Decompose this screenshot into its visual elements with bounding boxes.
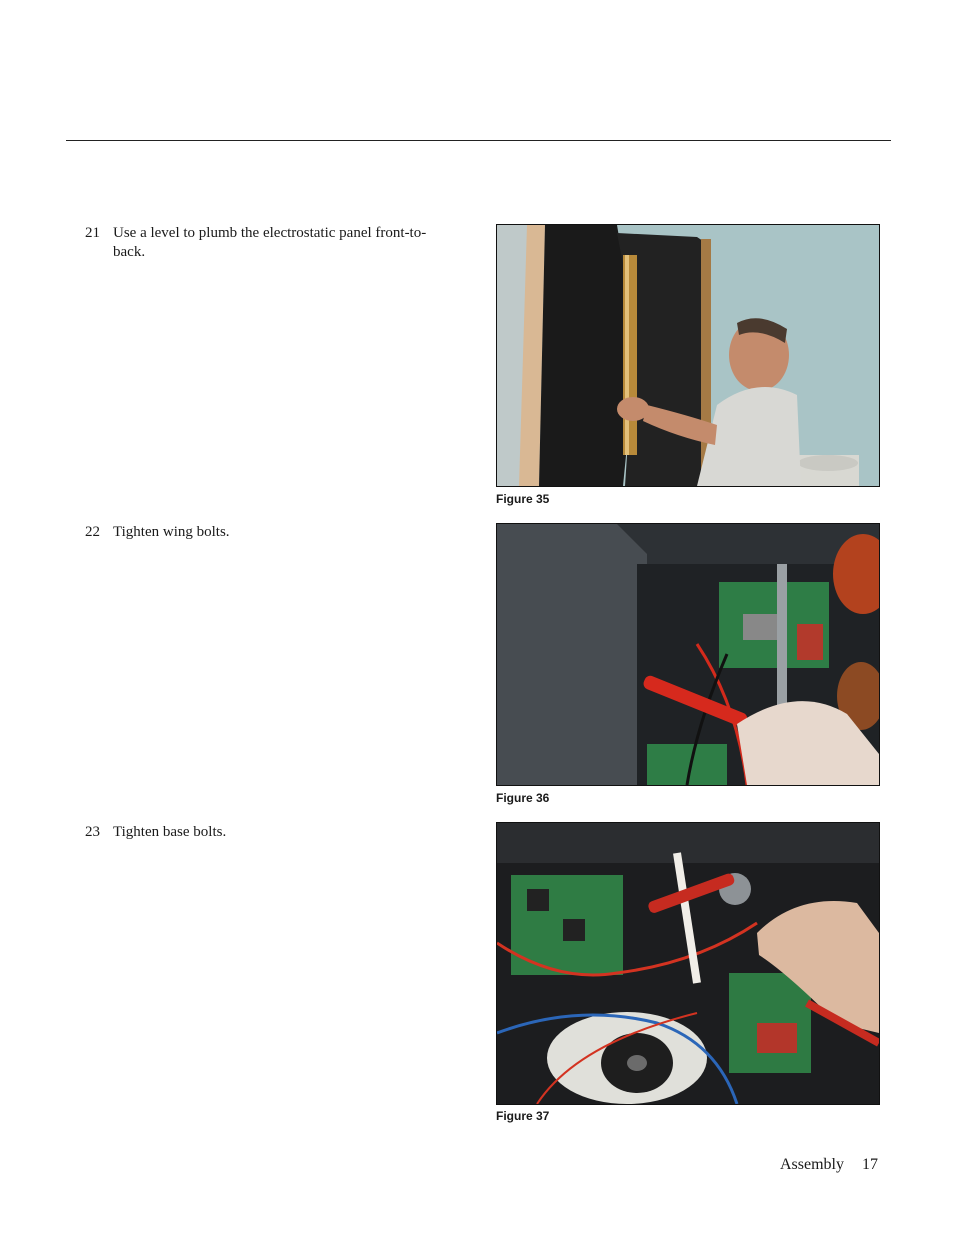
step-23 [85,823,465,842]
step-22 [85,523,465,542]
figure-36-photo [496,523,880,786]
footer-section: Assembly [780,1156,844,1173]
step-21 [85,224,465,262]
step-text: Tighten base bolts. [113,824,227,840]
page-number: 17 [862,1156,878,1173]
page-footer [700,1156,878,1174]
figure-37-photo [496,822,880,1105]
step-number: 21 [85,225,100,241]
header-rule [66,140,891,141]
step-number: 23 [85,824,100,840]
step-number: 22 [85,524,100,540]
figure-37-caption: Figure 37 [496,1109,550,1123]
figure-35-caption: Figure 35 [496,492,550,506]
step-text: Tighten wing bolts. [113,524,230,540]
figure-36-caption: Figure 36 [496,791,550,805]
figure-35-photo [496,224,880,487]
step-text: Use a level to plumb the electrostatic panel front-to- back. [113,225,427,260]
